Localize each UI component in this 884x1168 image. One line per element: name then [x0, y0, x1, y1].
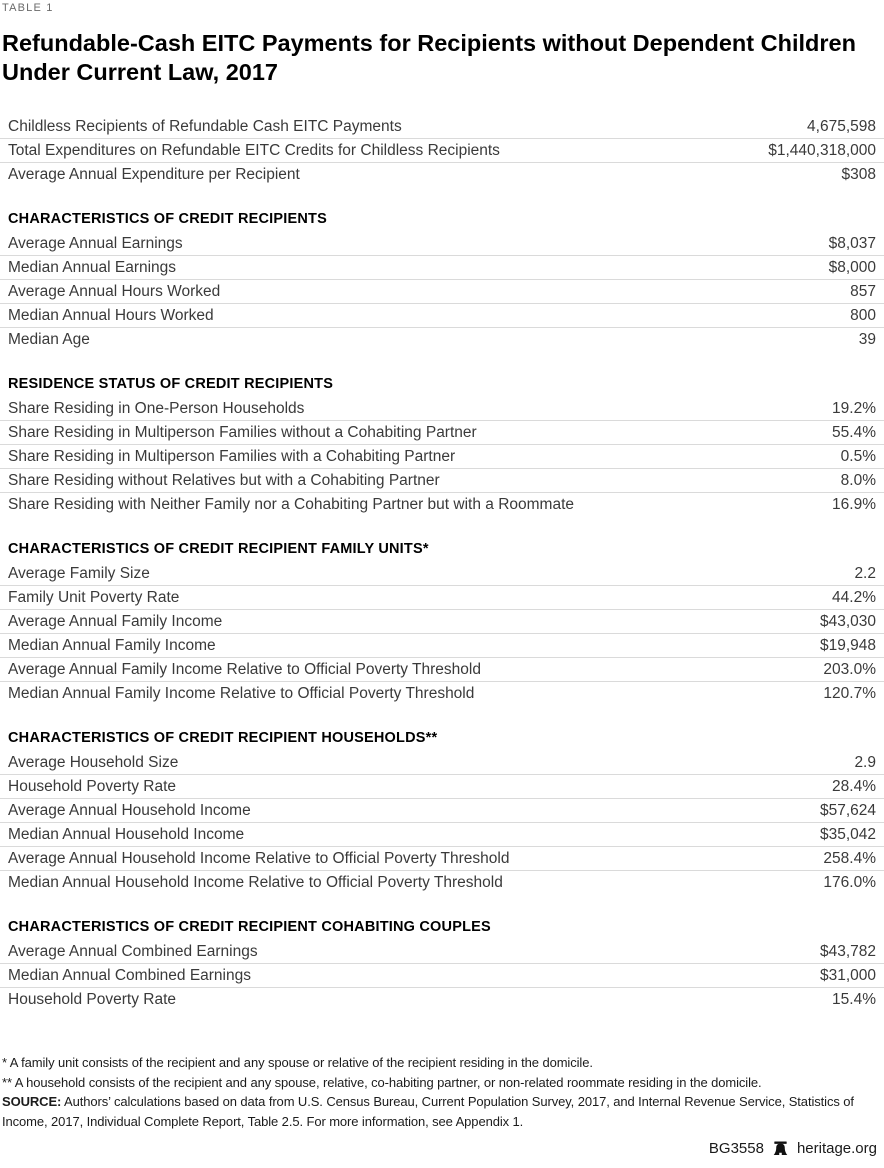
table-row [0, 775, 884, 799]
row-label: Median Annual Family Income [8, 637, 216, 654]
row-value: 28.4% [832, 778, 876, 795]
document-id: BG3558 [708, 1140, 764, 1157]
page-title-line-1: Refundable-Cash EITC Payments for Recipients without Dependent Children [2, 30, 856, 56]
row-label: Average Annual Household Income Relative to Official Poverty Threshold [8, 850, 510, 867]
row-value: $1,440,318,000 [768, 142, 876, 159]
row-label: Household Poverty Rate [8, 991, 177, 1008]
row-value: $31,000 [819, 967, 876, 984]
table-sections [0, 115, 884, 1011]
row-value: 0.5% [840, 448, 876, 465]
row-value: 8.0% [840, 472, 876, 489]
row-value: 16.9% [832, 496, 876, 513]
page-title [2, 29, 884, 87]
table-row [0, 751, 884, 775]
row-label: Median Annual Earnings [8, 259, 177, 276]
page-footer [709, 1140, 877, 1157]
row-value: 258.4% [823, 850, 876, 867]
table-row [0, 304, 884, 328]
row-label: Average Annual Hours Worked [8, 283, 221, 300]
row-value: $308 [841, 166, 876, 183]
row-value: 120.7% [823, 685, 876, 702]
row-value: 203.0% [823, 661, 876, 678]
row-value: 44.2% [832, 589, 876, 606]
table-row [0, 847, 884, 871]
source-text: Authors’ calculations based on data from U.S. Census Bureau, Current Population Survey, 2017, and Internal Revenue Service, Statistics of Income, 2017, Individual Complete Report, Table 2.5. For more information, see Appendix 1. [2, 1094, 854, 1129]
section-heading: CHARACTERISTICS OF CREDIT RECIPIENT FAMILY UNITS* [8, 541, 429, 557]
row-value: $35,042 [819, 826, 876, 843]
table-row [0, 139, 884, 163]
table-row [0, 940, 884, 964]
row-label: Median Annual Household Income [8, 826, 245, 843]
table-row [0, 988, 884, 1011]
row-label: Total Expenditures on Refundable EITC Credits for Childless Recipients [8, 142, 500, 159]
table-row [0, 610, 884, 634]
table-row [0, 658, 884, 682]
table-section [0, 730, 884, 894]
source-label: SOURCE: [2, 1094, 62, 1109]
row-value: 2.9 [854, 754, 876, 771]
section-heading: CHARACTERISTICS OF CREDIT RECIPIENT HOUSEHOLDS** [8, 730, 438, 746]
footnote-family-unit: * A family unit consists of the recipient and any spouse or relative of the recipient residing in the domicile. [2, 1055, 593, 1070]
row-label: Average Annual Combined Earnings [8, 943, 258, 960]
row-value: 55.4% [832, 424, 876, 441]
table-row [0, 799, 884, 823]
table-number-label: TABLE 1 [2, 2, 54, 14]
row-label: Share Residing in Multiperson Families with a Cohabiting Partner [8, 448, 456, 465]
table-row [0, 445, 884, 469]
row-label: Childless Recipients of Refundable Cash EITC Payments [8, 118, 402, 135]
row-value: 15.4% [832, 991, 876, 1008]
row-value: 19.2% [832, 400, 876, 417]
table-row [0, 397, 884, 421]
row-value: 39 [858, 331, 876, 348]
row-label: Household Poverty Rate [8, 778, 177, 795]
table-section [0, 115, 884, 186]
table-row [0, 682, 884, 705]
table-row [0, 586, 884, 610]
row-label: Average Annual Family Income [8, 613, 223, 630]
row-label: Median Annual Hours Worked [8, 307, 214, 324]
row-value: $19,948 [819, 637, 876, 654]
table-row [0, 493, 884, 516]
row-label: Average Annual Earnings [8, 235, 183, 252]
table-section [0, 919, 884, 1011]
table-row [0, 256, 884, 280]
source-note [2, 1092, 876, 1131]
row-value: $57,624 [819, 802, 876, 819]
row-value: 2.2 [854, 565, 876, 582]
row-label: Median Annual Family Income Relative to Official Poverty Threshold [8, 685, 475, 702]
page-title-line-2: Under Current Law, 2017 [2, 59, 278, 85]
table-row [0, 562, 884, 586]
footnote-household: ** A household consists of the recipient and any spouse, relative, co-habiting partner, or non-related roommate residing in the domicile. [2, 1074, 762, 1090]
row-label: Median Annual Household Income Relative to Official Poverty Threshold [8, 874, 503, 891]
row-value: 857 [850, 283, 876, 300]
table-row [0, 871, 884, 894]
row-value: 800 [850, 307, 876, 324]
row-label: Median Annual Combined Earnings [8, 967, 251, 984]
row-value: $43,030 [819, 613, 876, 630]
row-value: $8,037 [828, 235, 876, 252]
table-row [0, 163, 884, 186]
row-label: Average Annual Family Income Relative to Official Poverty Threshold [8, 661, 481, 678]
row-label: Share Residing without Relatives but with a Cohabiting Partner [8, 472, 440, 489]
table-row [0, 421, 884, 445]
row-label: Average Family Size [8, 565, 150, 582]
row-value: $43,782 [819, 943, 876, 960]
table-row [0, 823, 884, 847]
row-label: Share Residing with Neither Family nor a Cohabiting Partner but with a Roommate [8, 496, 575, 513]
section-heading: CHARACTERISTICS OF CREDIT RECIPIENTS [8, 211, 327, 227]
table-section [0, 211, 884, 351]
liberty-bell-icon [771, 1141, 790, 1157]
table-row [0, 964, 884, 988]
site-url: heritage.org [796, 1140, 877, 1157]
row-value: $8,000 [828, 259, 876, 276]
footnotes [2, 1053, 876, 1131]
table-row [0, 280, 884, 304]
table-row [0, 115, 884, 139]
row-label: Median Age [8, 331, 90, 348]
table-row [0, 634, 884, 658]
table-section [0, 376, 884, 516]
table-row [0, 328, 884, 351]
row-label: Average Annual Expenditure per Recipient [8, 166, 300, 183]
row-label: Share Residing in One-Person Households [8, 400, 305, 417]
row-label: Family Unit Poverty Rate [8, 589, 180, 606]
section-heading: RESIDENCE STATUS OF CREDIT RECIPIENTS [8, 376, 334, 392]
table-section [0, 541, 884, 705]
row-value: 176.0% [823, 874, 876, 891]
row-value: 4,675,598 [807, 118, 876, 135]
row-label: Share Residing in Multiperson Families without a Cohabiting Partner [8, 424, 477, 441]
section-heading: CHARACTERISTICS OF CREDIT RECIPIENT COHABITING COUPLES [8, 919, 491, 935]
row-label: Average Annual Household Income [8, 802, 251, 819]
table-row [0, 232, 884, 256]
row-label: Average Household Size [8, 754, 179, 771]
table-row [0, 469, 884, 493]
